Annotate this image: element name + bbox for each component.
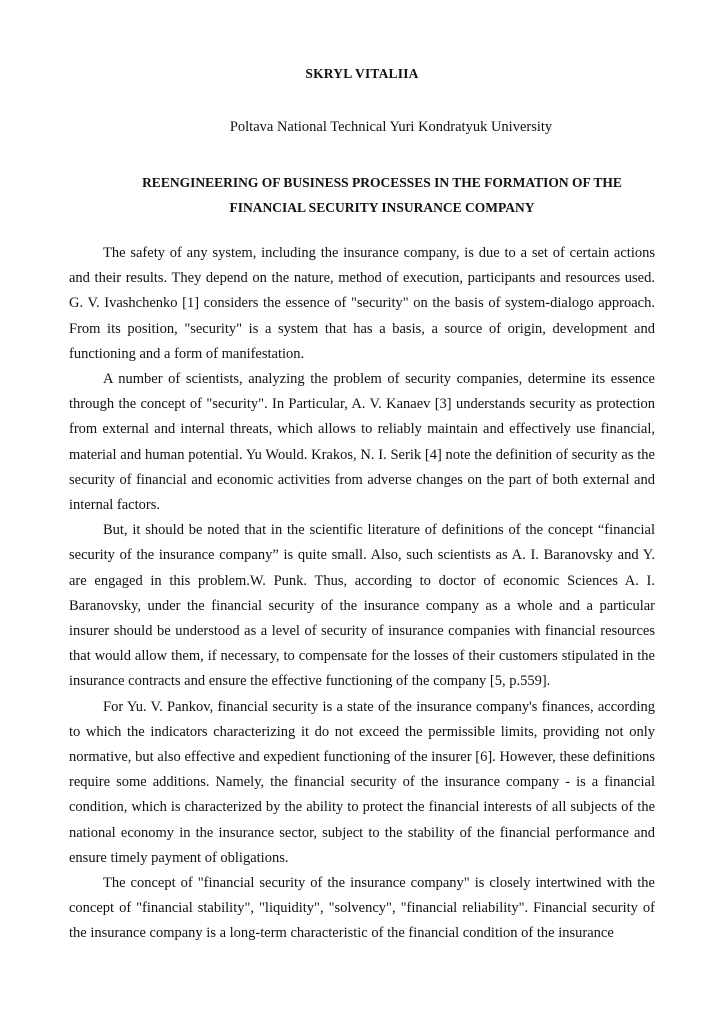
- paper-title: [40, 170, 724, 220]
- paper-title-line-1: REENGINEERING OF BUSINESS PROCESSES IN THE FORMATION OF THE: [142, 175, 622, 190]
- body-text: [69, 241, 655, 947]
- paper-title-line-2: FINANCIAL SECURITY INSURANCE COMPANY: [229, 200, 535, 215]
- author-affiliation: Poltava National Technical Yuri Kondratyuk University: [229, 119, 553, 135]
- paragraph-3: But, it should be noted that in the scientific literature of definitions of the concept “financial security of the insurance company” is quite small. Also, such scientists as A. I. Baranovsky and Y. are engaged in this problem.W. Punk. Thus, according to doctor of economic Sciences A. I. Baranovsky, under the financial security of the insurance company as a whole and a particular insurer should be understood as a level of security of insurance companies with financial resources that would allow them, if necessary, to compensate for the losses of their customers stipulated in the insurance contracts and ensure the effective functioning of the company [5, p.559].: [69, 522, 655, 690]
- paragraph-4: For Yu. V. Pankov, financial security is a state of the insurance company's finances, according to which the indicators characterizing it do not exceed the permissible limits, providing not only normative, but also effective and expedient functioning of the insurer [6]. However, these definitions require some additions. Namely, the financial security of the insurance company - is a financial condition, which is characterized by the ability to protect the financial interests of all subjects of the national economy in the insurance sector, subject to the stability of the financial performance and ensure timely payment of obligations.: [69, 698, 655, 866]
- paragraph-1: The safety of any system, including the insurance company, is due to a set of certain actions and their results. They depend on the nature, method of execution, participants and resources used. G. V. Ivashchenko [1] considers the essence of "security" on the basis of system-dialogo approach. From its position, "security" is a system that has a basis, a source of origin, development and functioning and a form of manifestation.: [69, 245, 655, 362]
- paragraph-5: The concept of "financial security of the insurance company" is closely intertwined with the concept of "financial stability", "liquidity", "solvency", "financial reliability". Financial security of the insurance company is a long-term characteristic of the financial condition of the insurance: [69, 875, 655, 942]
- author-name: SKRYL VITALIIA: [305, 66, 419, 81]
- paragraph-2: A number of scientists, analyzing the problem of security companies, determine its essence through the concept of "security". In Particular, A. V. Kanaev [3] understands security as protection from external and internal threats, which allows to reliably maintain and effectively use financial, material and human potential. Yu Would. Krakos, N. I. Serik [4] note the definition of security as the security of financial and economic activities from adverse changes on the part of both external and internal factors.: [69, 371, 655, 514]
